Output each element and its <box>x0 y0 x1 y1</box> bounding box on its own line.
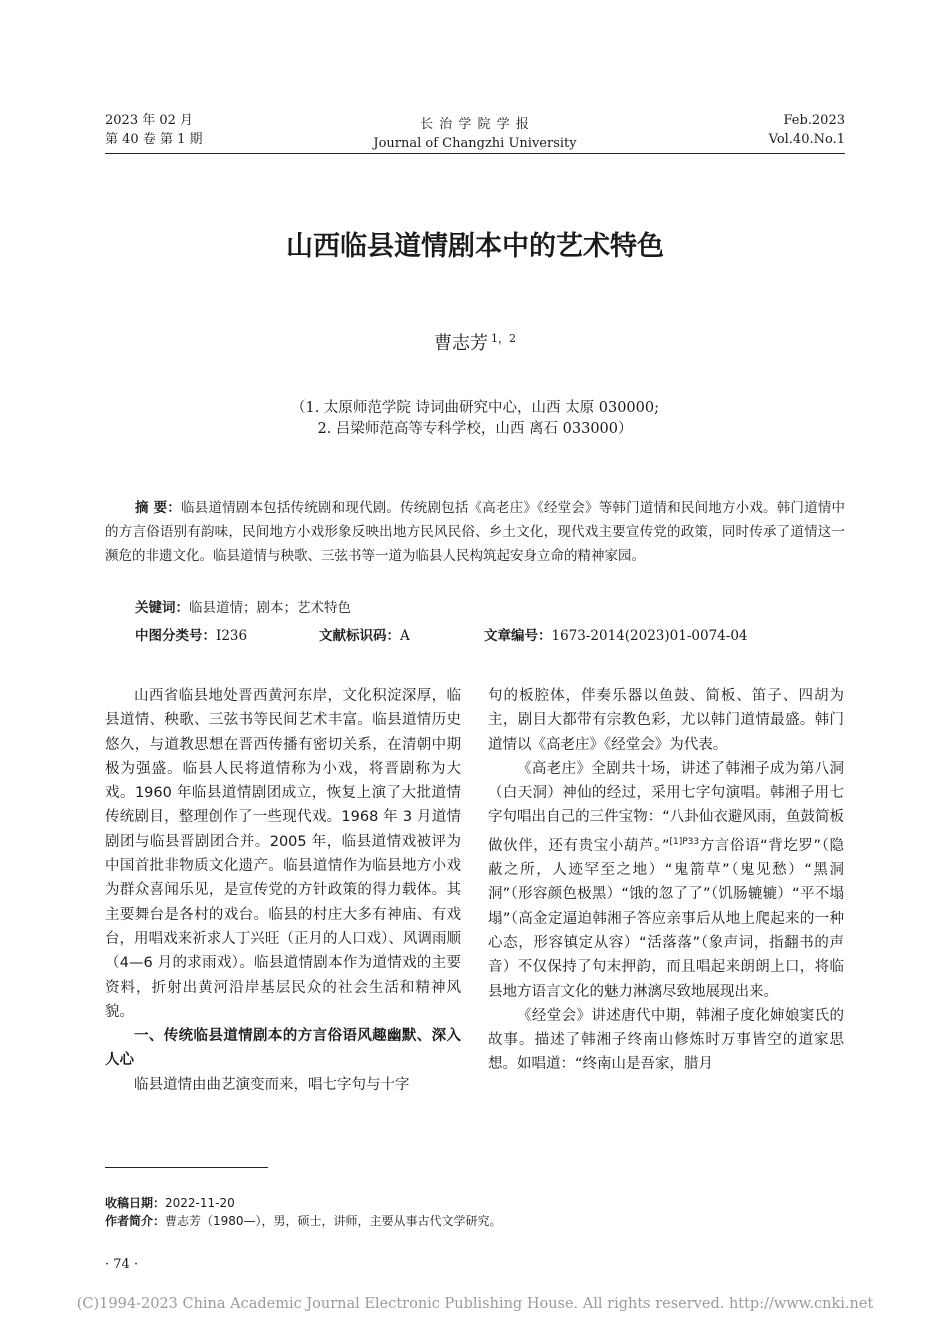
received-date <box>105 1194 235 1212</box>
received-label: 收稿日期： <box>105 1196 166 1210</box>
header-rule <box>105 153 845 154</box>
body-text: 《高老庄》全剧共十场，讲述了韩湘子成为第八洞（白天洞）神仙的经过，采用七字句演唱。韩湘子用七字句唱出自己的三件宝物：“八卦仙衣避风雨，鱼鼓简板做伙伴，还有贵宝小葫芦。” <box>488 760 844 854</box>
affiliation-2: 2. 吕梁师范高等专科学校，山西 离石 033000） <box>317 421 633 437</box>
abstract-label: 摘 要： <box>135 500 181 516</box>
issue-date-en: Feb.2023 <box>783 113 845 128</box>
received-value: 2022-11-20 <box>165 1196 235 1210</box>
clc-label: 中图分类号： <box>135 628 216 644</box>
affiliation-1: （1. 太原师范学院 诗词曲研究中心，山西 太原 030000; <box>290 400 659 416</box>
article-number <box>484 625 748 647</box>
keywords-label: 关键词： <box>135 600 189 616</box>
section-heading: 一、传统临县道情剧本的方言俗语风趣幽默、深入人心 <box>105 1028 461 1069</box>
document-code <box>319 625 410 647</box>
journal-name-cn: 长 治 学 院 学 报 <box>420 117 530 132</box>
document-code-label: 文献标识码： <box>319 628 400 644</box>
author-affiliation-marks: 1，2 <box>491 332 516 345</box>
document-code-value: A <box>400 628 410 644</box>
abstract <box>105 496 845 568</box>
journal-name-en: Journal of Changzhi University <box>373 136 577 151</box>
author-bio-label: 作者简介： <box>105 1214 166 1228</box>
issue-date: 2023 年 02 月 <box>105 113 194 128</box>
body-paragraph: 句的板腔体，伴奏乐器以鱼鼓、简板、笛子、四胡为主，剧目大都带有宗教色彩，尤以韩门道情最盛。韩门道情以《高老庄》《经堂会》为代表。 <box>488 688 844 753</box>
abstract-text: 临县道情剧本包括传统剧和现代剧。传统剧包括《高老庄》《经堂会》等韩门道情和民间地方小戏。韩门道情中的方言俗语别有韵味，民间地方小戏形象反映出地方民风民俗、乡土文化，现代戏主要宣传党的政策，同时传承了道情这一濒危的非遗文化。临县道情与秧歌、三弦书等一道为临县人民构筑起安身立命的精神家园。 <box>105 500 846 564</box>
affiliations <box>0 398 950 440</box>
copyright-footer: (C)1994-2023 China Academic Journal Electronic Publishing House. All rights reserved. http://www.cnki.net <box>76 1296 874 1312</box>
body-column-right <box>488 684 844 1077</box>
volume-issue-en: Vol.40.No.1 <box>768 132 845 147</box>
author-name: 曹志芳 <box>434 333 488 354</box>
article-number-label: 文章编号： <box>484 628 552 644</box>
keywords <box>135 597 351 619</box>
author-bio-value: 曹志芳（1980—），男，硕士，讲师，主要从事古代文学研究。 <box>165 1214 502 1228</box>
keywords-text: 临县道情；剧本；艺术特色 <box>189 600 351 616</box>
body-text: 方言俗语“背圪罗”（隐蔽之所，人迹罕至之地）“鬼箭草”（鬼见愁）“黑洞洞”（形容颜色极黑）“饿的忽了了”（饥肠辘辘）“平不塌塌”（高金定逼迫韩湘子答应亲事后从地上爬起来的一种心态，形容镇定从容）“活落落”（象声词，指翻书的声音）不仅保持了句末押韵，而且唱起来朗朗上口，将临县地方语言文化的魅力淋漓尽致地展现出来。 <box>488 837 844 1000</box>
citation-ref: [1]P33 <box>669 836 700 847</box>
clc-value: I236 <box>216 628 248 644</box>
author-line <box>0 329 950 355</box>
body-paragraph: 山西省临县地处晋西黄河东岸，文化积淀深厚，临县道情、秧歌、三弦书等民间艺术丰富。临县道情历史悠久，与道教思想在晋西传播有密切关系，在清朝中期极为强盛。临县人民将道情称为小戏，将晋剧称为大戏。1960 年临县道情剧团成立，恢复上演了大批道情传统剧目，整理创作了一些现代戏。1968 年 3 月道情剧团与临县晋剧团合并。2005 年，临县道情戏被评为中国首批非物质文化遗产。临县道情作为临县地方小戏为群众喜闻乐见，是宣传党的方针政策的得力载体。其主要舞台是各村的戏台。临县的村庄大多有神庙、有戏台，用唱戏来祈求人丁兴旺（正月的人口戏）、风调雨顺（4—6 月的求雨戏）。临县道情剧本作为道情戏的主要资料，折射出黄河沿岸基层民众的社会生活和精神风貌。 <box>105 688 461 1020</box>
article-title: 山西临县道情剧本中的艺术特色 <box>286 231 664 262</box>
footnote-rule <box>105 1167 268 1168</box>
body-paragraph: 临县道情由曲艺演变而来，唱七字句与十字 <box>134 1076 410 1093</box>
body-column-left <box>105 684 461 1097</box>
article-number-value: 1673-2014(2023)01-0074-04 <box>551 628 748 644</box>
body-paragraph: 《经堂会》讲述唐代中期，韩湘子度化婶娘窦氏的故事。描述了韩湘子终南山修炼时万事皆空的道家思想。如唱道：“终南山是吾家，腊月 <box>488 1007 844 1073</box>
body-paragraph <box>488 757 844 1004</box>
author-bio <box>105 1212 502 1230</box>
page-number: · 74 · <box>105 1257 139 1272</box>
journal-date-volume-en <box>769 111 845 149</box>
volume-issue: 第 40 卷 第 1 期 <box>105 132 203 147</box>
clc-number <box>135 625 247 647</box>
